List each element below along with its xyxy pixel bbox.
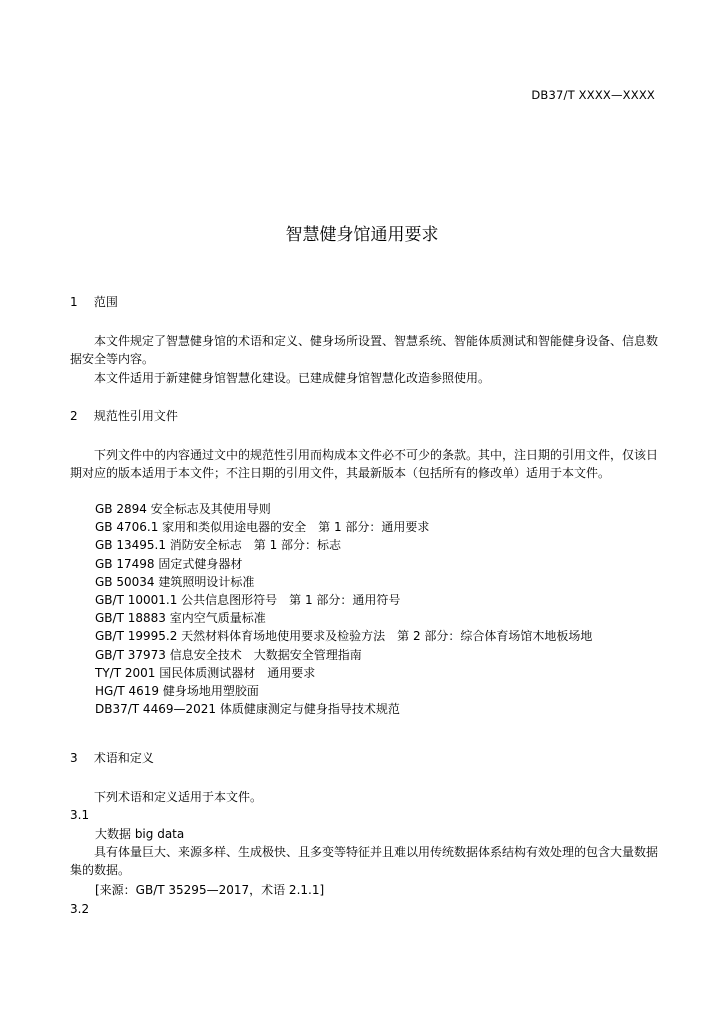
section-1-title: 范围: [93, 295, 118, 309]
section-3-number: 3: [70, 751, 78, 765]
section-2-number: 2: [70, 409, 78, 423]
scope-paragraph-2: 本文件适用于新建健身馆智慧化建设。已建成健身馆智慧化改造参照使用。: [94, 371, 491, 385]
term-3-1-number: 3.1: [70, 808, 90, 822]
term-3-1-definition: 具有体量巨大、来源多样、生成极快、且多变等特征并且难以用传统数据体系结构有效处理的包含大量数据集的数据。: [70, 845, 659, 877]
term-3-1-source: [来源：GB/T 35295—2017，术语 2.1.1]: [95, 883, 325, 897]
reference-item: DB37/T 4469—2021 体质健康测定与健身指导技术规范: [95, 702, 400, 717]
references-intro: 下列文件中的内容通过文中的规范性引用而构成本文件必不可少的条款。其中，注日期的引用文件，仅该日期对应的版本适用于本文件；不注日期的引用文件，其最新版本（包括所有的修改单）适用于本文件。: [70, 448, 659, 480]
section-2-title: 规范性引用文件: [93, 409, 178, 423]
scope-paragraph-1: 本文件规定了智慧健身馆的术语和定义、健身场所设置、智慧系统、智能体质测试和智能健身设备、信息数据安全等内容。: [70, 334, 659, 366]
section-3-heading: [70, 750, 154, 767]
terms-intro: 下列术语和定义适用于本文件。: [94, 790, 263, 804]
reference-item: HG/T 4619 健身场地用塑胶面: [95, 684, 259, 699]
section-2-heading: [70, 408, 178, 425]
reference-item: GB/T 19995.2 天然材料体育场地使用要求及检验方法 第 2 部分：综合体育场馆木地板场地: [95, 629, 593, 644]
document-title: 智慧健身馆通用要求: [285, 225, 439, 245]
reference-item: GB/T 37973 信息安全技术 大数据安全管理指南: [95, 647, 362, 662]
reference-item: GB 2894 安全标志及其使用导则: [95, 502, 271, 516]
term-3-2-number: 3.2: [70, 902, 90, 916]
reference-list: [95, 500, 592, 718]
reference-item: GB 4706.1 家用和类似用途电器的安全 第 1 部分：通用要求: [95, 520, 430, 535]
section-1-heading: [70, 294, 118, 311]
reference-item: GB 13495.1 消防安全标志 第 1 部分：标志: [95, 538, 342, 553]
reference-item: GB 50034 建筑照明设计标准: [95, 574, 255, 589]
section-1-number: 1: [70, 295, 78, 309]
term-3-1-name: 大数据 big data: [95, 827, 185, 841]
reference-item: GB/T 10001.1 公共信息图形符号 第 1 部分：通用符号: [95, 593, 401, 608]
reference-item: GB 17498 固定式健身器材: [95, 556, 243, 571]
document-code: DB37/T XXXX—XXXX: [531, 88, 655, 102]
section-3-title: 术语和定义: [93, 751, 154, 765]
reference-item: TY/T 2001 国民体质测试器材 通用要求: [95, 665, 316, 680]
reference-item: GB/T 18883 室内空气质量标准: [95, 611, 266, 626]
